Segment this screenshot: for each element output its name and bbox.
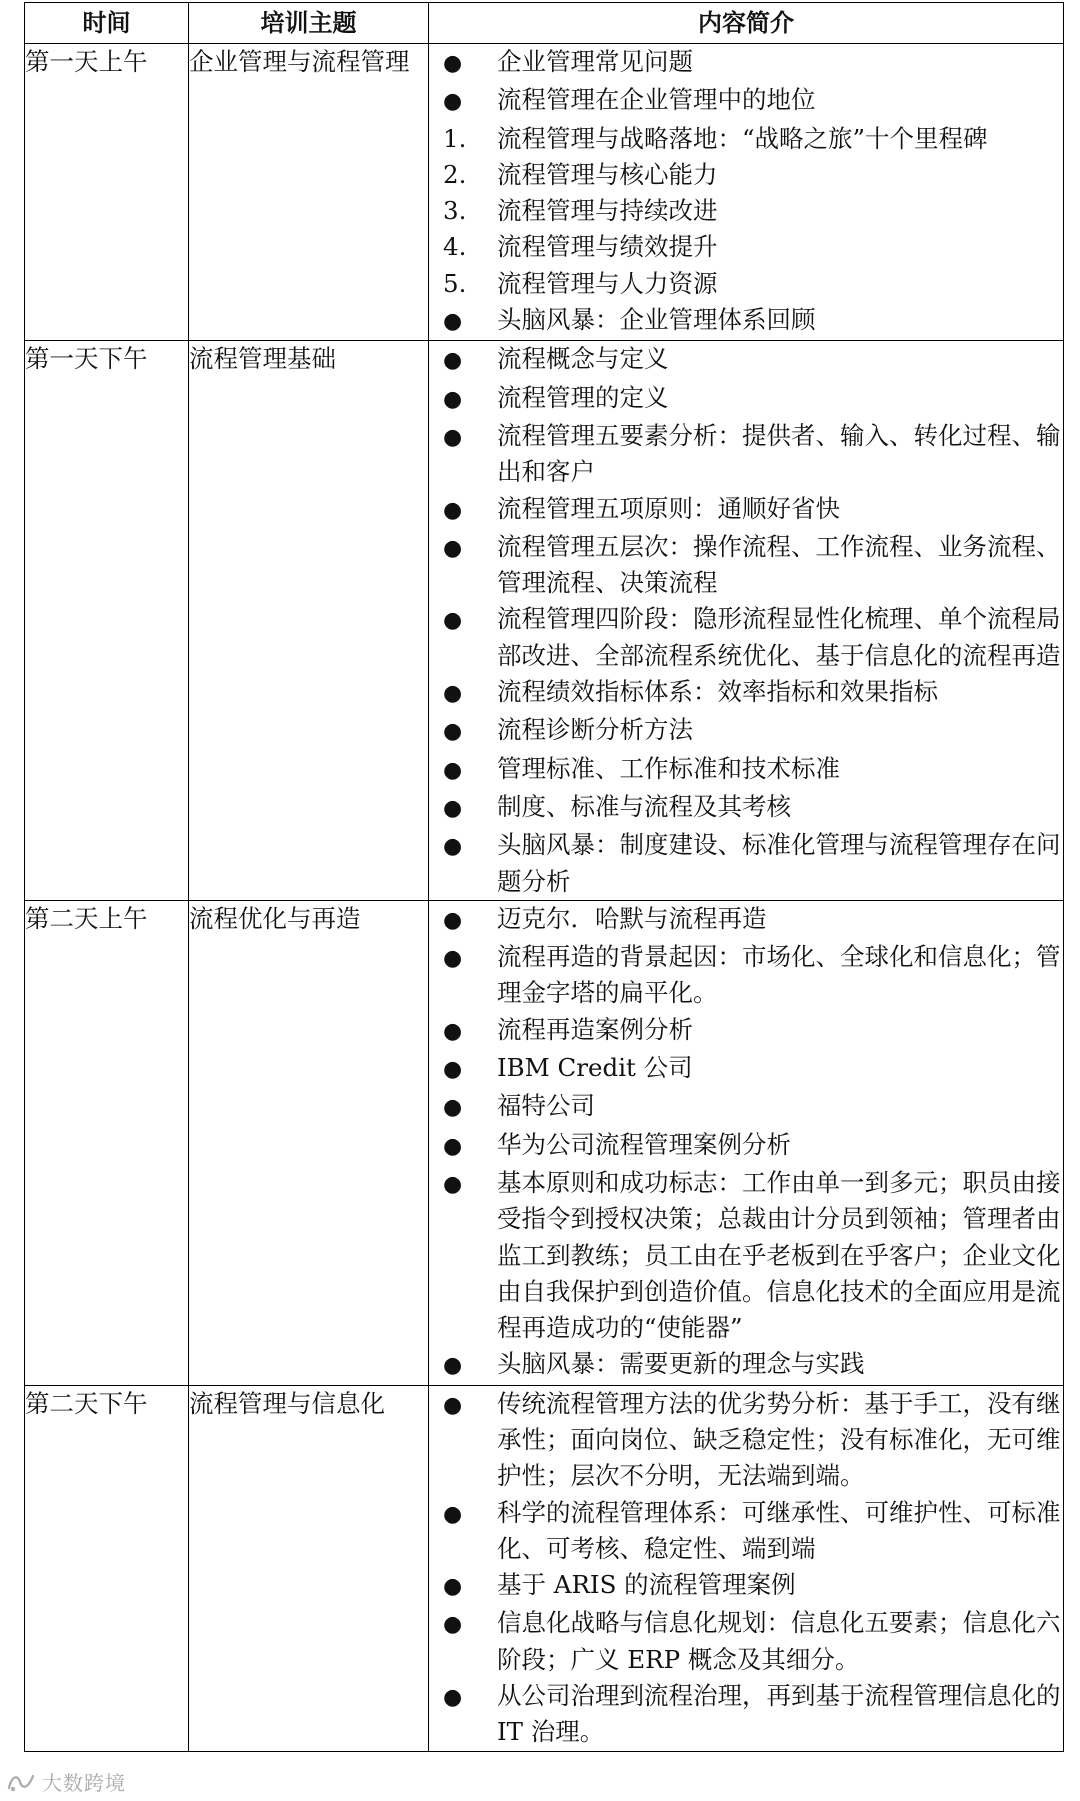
bullet-dot-icon xyxy=(429,418,497,456)
watermark xyxy=(6,1767,126,1796)
list-item xyxy=(429,44,1063,82)
list-item-text: 头脑风暴：需要更新的理念与实践 xyxy=(497,1349,865,1379)
list-item-text: 流程管理四阶段：隐形流程显性化梳理、单个流程局部改进、全部流程系统优化、基于信息化的流程再造 xyxy=(497,604,1061,670)
list-item-text: 管理标准、工作标准和技术标准 xyxy=(497,753,840,783)
bullet-dot-icon xyxy=(429,674,497,712)
list-item-text: 传统流程管理方法的优劣势分析：基于手工，没有继承性；面向岗位、缺乏稳定性；没有标准化，无可维护性；层次不分明，无法端到端。 xyxy=(497,1388,1061,1491)
bullet-dot-icon xyxy=(429,939,497,977)
list-item xyxy=(429,939,1063,1012)
list-item xyxy=(429,827,1063,900)
list-item-text: 流程管理与核心能力 xyxy=(497,159,718,189)
list-item xyxy=(429,229,1063,265)
bullet-dot-icon xyxy=(429,491,497,529)
bullet-dot-icon xyxy=(429,1127,497,1165)
time-cell: 第一天上午 xyxy=(25,44,189,341)
list-number: 1. xyxy=(443,123,467,153)
topic-cell: 流程优化与再造 xyxy=(189,900,429,1385)
list-item-text: IBM Credit 公司 xyxy=(497,1053,693,1083)
list-item-text: 基于 ARIS 的流程管理案例 xyxy=(497,1570,796,1600)
bullet-dot-icon xyxy=(429,1678,497,1716)
list-item-text: 流程管理与绩效提升 xyxy=(497,232,718,262)
list-item xyxy=(429,712,1063,750)
list-item xyxy=(429,121,1063,157)
bullet-dot-icon xyxy=(429,1165,497,1203)
topic-cell: 流程管理与信息化 xyxy=(189,1385,429,1751)
list-item xyxy=(429,1605,1063,1678)
list-item xyxy=(429,1088,1063,1126)
list-item xyxy=(429,491,1063,529)
list-item xyxy=(429,1012,1063,1050)
watermark-text: 大数跨境 xyxy=(42,1771,126,1795)
bullet-dot-icon xyxy=(429,1495,497,1533)
table-row xyxy=(25,900,1064,1385)
bullet-dot-icon xyxy=(429,901,497,939)
list-number: 4. xyxy=(443,232,467,262)
list-item xyxy=(429,674,1063,712)
list-item xyxy=(429,380,1063,418)
list-item xyxy=(429,1050,1063,1088)
bullet-dot-icon xyxy=(429,712,497,750)
list-item xyxy=(429,341,1063,379)
list-item xyxy=(429,1127,1063,1165)
time-cell: 第一天下午 xyxy=(25,341,189,900)
training-schedule-table xyxy=(24,2,1064,1752)
list-item xyxy=(429,82,1063,120)
bullet-dot-icon xyxy=(429,1605,497,1643)
header-topic: 培训主题 xyxy=(189,3,429,44)
list-item xyxy=(429,302,1063,340)
list-item xyxy=(429,1678,1063,1751)
content-list xyxy=(429,901,1063,1385)
list-item xyxy=(429,529,1063,602)
list-number: 2. xyxy=(443,159,467,189)
list-item-text: 头脑风暴：制度建设、标准化管理与流程管理存在问题分析 xyxy=(497,830,1061,896)
list-item xyxy=(429,157,1063,193)
list-item-text: 从公司治理到流程治理，再到基于流程管理信息化的 IT 治理。 xyxy=(497,1681,1061,1747)
content-cell xyxy=(429,44,1064,341)
list-item-text: 流程概念与定义 xyxy=(497,344,669,374)
topic-cell: 企业管理与流程管理 xyxy=(189,44,429,341)
list-item-text: 流程管理与战略落地：“战略之旅”十个里程碑 xyxy=(497,123,988,153)
content-list xyxy=(429,1386,1063,1751)
bullet-dot-icon xyxy=(429,1012,497,1050)
list-item-text: 头脑风暴：企业管理体系回顾 xyxy=(497,305,816,335)
header-row xyxy=(25,3,1064,44)
list-item-text: 流程管理五项原则：通顺好省快 xyxy=(497,493,840,523)
list-item-text: 企业管理常见问题 xyxy=(497,47,693,76)
list-item-text: 华为公司流程管理案例分析 xyxy=(497,1129,791,1159)
list-item-text: 基本原则和成功标志：工作由单一到多元；职员由接受指令到授权决策；总裁由计分员到领袖；管理者由监工到教练；员工由在乎老板到在乎客户；企业文化由自我保护到创造价值。信息化技术的全面应用是流程再造成功的“使能器” xyxy=(497,1167,1061,1343)
bullet-dot-icon xyxy=(429,44,497,82)
bullet-dot-icon xyxy=(429,827,497,865)
list-item-text: 信息化战略与信息化规划：信息化五要素；信息化六阶段；广义 ERP 概念及其细分。 xyxy=(497,1608,1061,1674)
list-item xyxy=(429,1346,1063,1384)
list-item xyxy=(429,1386,1063,1495)
list-item-text: 流程再造的背景起因：市场化、全球化和信息化；管理金字塔的扁平化。 xyxy=(497,942,1061,1008)
list-item-text: 流程绩效指标体系：效率指标和效果指标 xyxy=(497,677,938,707)
list-item-text: 科学的流程管理体系：可继承性、可维护性、可标准化、可考核、稳定性、端到端 xyxy=(497,1497,1061,1563)
list-number: 3. xyxy=(443,196,467,226)
bullet-dot-icon xyxy=(429,82,497,120)
bullet-dot-icon xyxy=(429,380,497,418)
list-number: 5. xyxy=(443,268,467,298)
list-item-text: 流程管理五层次：操作流程、工作流程、业务流程、管理流程、决策流程 xyxy=(497,531,1061,598)
bullet-dot-icon xyxy=(429,751,497,789)
list-item xyxy=(429,901,1063,939)
list-item xyxy=(429,193,1063,229)
bullet-dot-icon xyxy=(429,601,497,639)
content-cell xyxy=(429,900,1064,1385)
list-item-text: 制度、标准与流程及其考核 xyxy=(497,791,791,821)
bullet-dot-icon xyxy=(429,341,497,379)
list-item-text: 流程管理与持续改进 xyxy=(497,196,718,226)
content-list xyxy=(429,341,1063,899)
time-cell: 第二天上午 xyxy=(25,900,189,1385)
list-item xyxy=(429,418,1063,491)
list-item xyxy=(429,789,1063,827)
bullet-dot-icon xyxy=(429,529,497,567)
topic-cell: 流程管理基础 xyxy=(189,341,429,900)
list-item xyxy=(429,751,1063,789)
content-cell xyxy=(429,341,1064,900)
watermark-logo-icon xyxy=(6,1771,36,1793)
bullet-dot-icon xyxy=(429,1386,497,1424)
content-cell xyxy=(429,1385,1064,1751)
content-list xyxy=(429,44,1063,340)
list-item xyxy=(429,1495,1063,1568)
list-item-text: 迈克尔．哈默与流程再造 xyxy=(497,903,767,933)
list-item xyxy=(429,1567,1063,1605)
list-item xyxy=(429,1165,1063,1346)
list-item xyxy=(429,601,1063,674)
list-item-text: 流程管理在企业管理中的地位 xyxy=(497,85,816,115)
table-row xyxy=(25,341,1064,900)
list-item-text: 流程管理五要素分析：提供者、输入、转化过程、输出和客户 xyxy=(497,420,1061,487)
bullet-dot-icon xyxy=(429,1346,497,1384)
bullet-dot-icon xyxy=(429,1567,497,1605)
table-body xyxy=(25,44,1064,1752)
list-item-text: 流程再造案例分析 xyxy=(497,1014,693,1044)
header-content: 内容简介 xyxy=(429,3,1064,44)
list-item-text: 流程管理的定义 xyxy=(497,382,669,412)
bullet-dot-icon xyxy=(429,789,497,827)
list-item-text: 流程诊断分析方法 xyxy=(497,715,693,745)
time-cell: 第二天下午 xyxy=(25,1385,189,1751)
header-time: 时间 xyxy=(25,3,189,44)
bullet-dot-icon xyxy=(429,1050,497,1088)
list-item-text: 福特公司 xyxy=(497,1091,595,1121)
bullet-dot-icon xyxy=(429,302,497,340)
bullet-dot-icon xyxy=(429,1088,497,1126)
list-item xyxy=(429,266,1063,302)
table-row xyxy=(25,44,1064,341)
list-item-text: 流程管理与人力资源 xyxy=(497,268,718,298)
table-row xyxy=(25,1385,1064,1751)
